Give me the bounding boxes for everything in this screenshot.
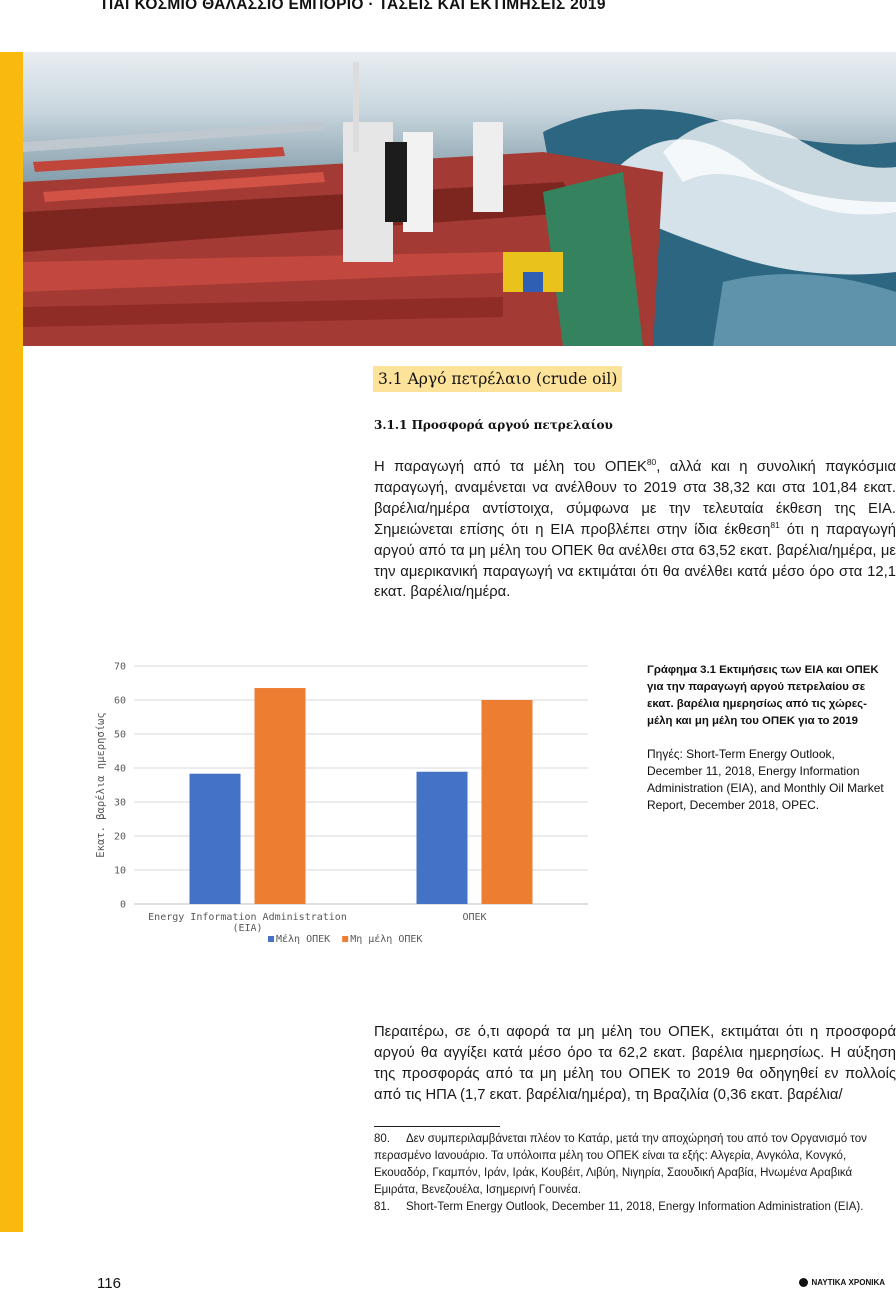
footnote-80 — [374, 1131, 890, 1199]
accent-bar — [0, 52, 23, 1232]
legend-swatch — [268, 936, 274, 942]
x-tick-label: Energy Information Administration — [148, 912, 347, 923]
subsection-title: 3.1.1 Προσφορά αργού πετρελαίου — [374, 418, 613, 432]
paragraph-text: ότι η παραγωγή αργού από τα μη μέλη του ΟΠΕΚ θα ανέλθει στα 63,52 εκατ. βαρέλια/ημέρα, με την αμερικανική παραγωγή να εκτιμάται ότι θα ανέλθει κατά μέσο όρο στα 12,1 εκατ. βαρέλια/ημέρα. — [374, 521, 896, 601]
bar — [417, 772, 468, 904]
caption-title: Γράφημα 3.1 Εκτιμήσεις των EIA και ΟΠΕΚ για την παραγωγή αργού πετρελαίου σε εκατ. βαρέλια ημερησίως από τις χώρες-μέλη και μη μέλη του ΟΠΕΚ για το 2019 — [647, 664, 879, 727]
y-tick-label: 40 — [113, 763, 126, 775]
footnote-text: Δεν συμπεριλαμβάνεται πλέον το Κατάρ, μετά την αποχώρησή του από τον Οργανισμό τον περασμένο Ιανουάριο. Τα υπόλοιπα μέλη του ΟΠΕΚ είναι τα εξής: Αλγερία, Ανγκόλα, Κονγκό, Εκουαδόρ, Γκαμπόν, Ιράν, Ιράκ, Κουβέιτ, Λιβύη, Νιγηρία, Σαουδική Αραβία, Ηνωμένα Αραβικά Εμιράτα, Βενεζουέλα, Ισημερινή Γουινέα. — [374, 1133, 867, 1196]
y-axis-label: Εκατ. βαρέλια ημερησίως — [95, 712, 107, 858]
footnote-text: Short-Term Energy Outlook, December 11, 2018, Energy Information Administration (EIA). — [406, 1201, 864, 1213]
legend-label: Μέλη ΟΠΕΚ — [276, 934, 331, 945]
footnotes — [374, 1131, 890, 1216]
bar — [190, 774, 241, 904]
tanker-deck-photo — [23, 52, 896, 346]
bar — [255, 688, 306, 904]
section-title: 3.1 Αργό πετρέλαιο (crude oil) — [373, 366, 622, 392]
y-tick-label: 50 — [113, 729, 126, 741]
chart-caption — [647, 662, 887, 814]
legend-swatch — [342, 936, 348, 942]
paragraph-text: , αλλά και η συνολική παγκόσμια παραγωγή, αναμένεται να ανέλθουν το 2019 στα 38,32 και στα 101,84 εκατ. βαρέλια/ημέρα αντίστοιχα, σύμφωνα με την τελευταία έκθεση της EIA. Σημειώνεται επίσης ότι η EIA προβλέπει στην ίδια έκθεση — [374, 459, 896, 538]
y-tick-label: 20 — [113, 831, 126, 843]
footnote-ref[interactable]: 80 — [646, 457, 657, 467]
publisher-logo-icon — [799, 1278, 808, 1287]
footnote-ref[interactable]: 81 — [770, 519, 780, 530]
footnote-81 — [374, 1199, 890, 1216]
publisher-credit — [799, 1278, 886, 1287]
page-number: 116 — [97, 1275, 121, 1291]
opec-production-bar-chart — [90, 650, 610, 960]
legend-label: Μη μέλη ΟΠΕΚ — [350, 934, 423, 945]
y-tick-label: 10 — [113, 865, 126, 877]
y-tick-label: 60 — [113, 695, 126, 707]
caption-source: Πηγές: Short-Term Energy Outlook, December 11, 2018, Energy Information Administration (EIA), and Monthly Oil Market Report, December 2018, OPEC. — [647, 747, 884, 812]
tanker-deck-illustration — [23, 52, 896, 346]
paragraph-text: Η παραγωγή από τα μέλη του ΟΠΕΚ — [374, 459, 647, 475]
footnote-number: 80. — [374, 1133, 390, 1145]
y-tick-label: 0 — [119, 899, 126, 911]
x-tick-label: ΟΠΕΚ — [462, 912, 487, 923]
y-tick-label: 30 — [113, 797, 126, 809]
publisher-name: ΝΑΥΤΙΚΑ ΧΡΟΝΙΚΑ — [811, 1278, 885, 1287]
bar — [482, 700, 533, 904]
footnote-number: 81. — [374, 1201, 390, 1213]
body-paragraph: Περαιτέρω, σε ό,τι αφορά τα μη μέλη του ΟΠΕΚ, εκτιμάται ότι η προσφορά αργού θα αγγίξει κατά μέσο όρο τα 62,2 εκατ. βαρέλια ημερησίως. Η αύξηση της προσφοράς από τα μη μέλη του ΟΠΕΚ το 2019 θα οδηγηθεί εν πολλοίς από τις ΗΠΑ (1,7 εκατ. βαρέλια/ημέρα), τη Βραζιλία (0,36 εκατ. βαρέλια/ — [374, 1024, 896, 1103]
chart-svg — [90, 650, 610, 960]
footnote-divider — [374, 1126, 500, 1127]
body-paragraph — [374, 457, 896, 603]
y-tick-label: 70 — [113, 661, 126, 673]
x-tick-label: (EIA) — [232, 923, 263, 934]
running-header: ΠΑΓΚΟΣΜΙΟ ΘΑΛΑΣΣΙΟ ΕΜΠΟΡΙΟ · ΤΑΣΕΙΣ ΚΑΙ ΕΚΤΙΜΗΣΕΙΣ 2019 — [102, 0, 606, 13]
